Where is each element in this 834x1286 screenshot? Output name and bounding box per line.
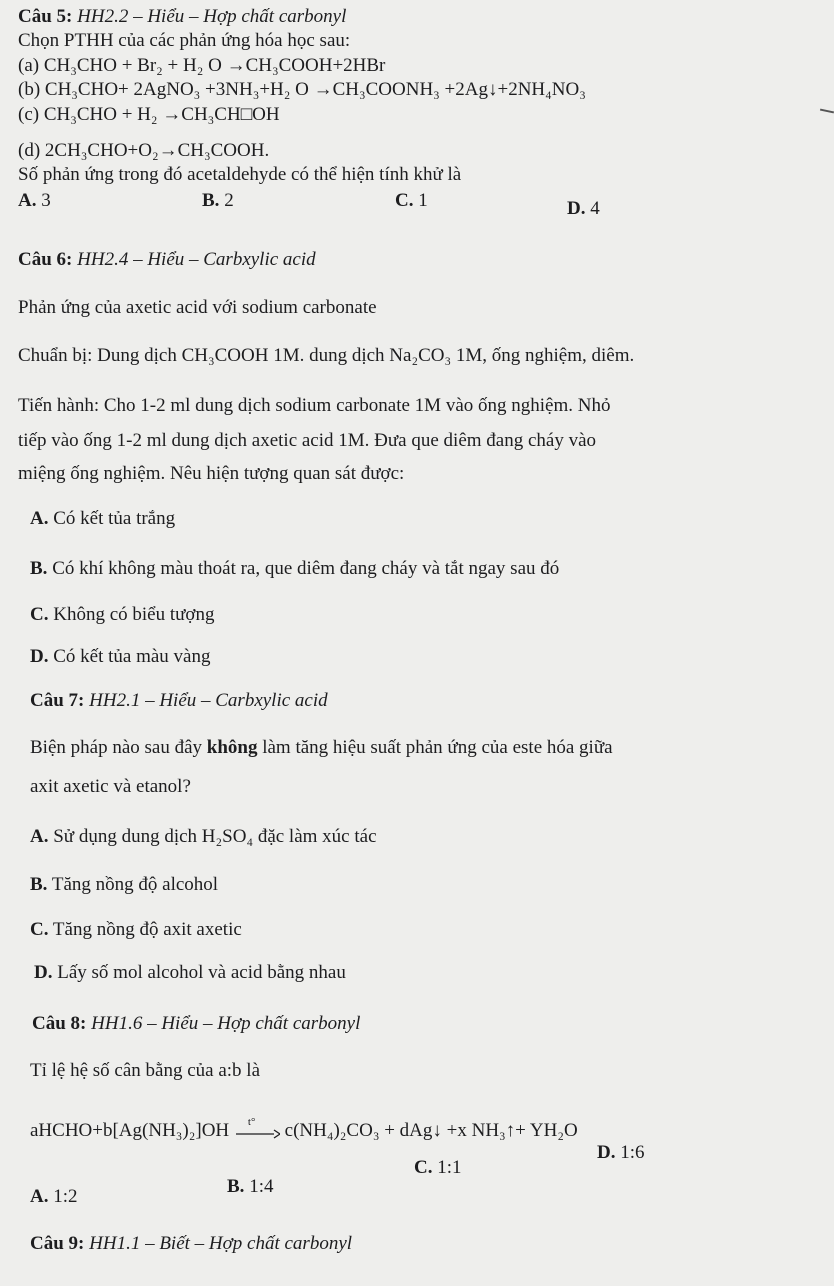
q6-option-d[interactable] xyxy=(30,646,210,668)
q8-equation xyxy=(30,1115,578,1142)
q8-option-b-text: 1:4 xyxy=(249,1176,274,1197)
q7-option-d-text: Lấy số mol alcohol và acid bằng nhau xyxy=(57,962,346,983)
q8-option-c-letter: C. xyxy=(414,1157,433,1178)
scan-mark xyxy=(820,109,834,114)
q5-reaction-a: (a) CH₃CHO + Br₂ + H₂ O →CH₃COOH+2HBr xyxy=(18,55,386,76)
q5-option-a-text: 3 xyxy=(41,190,51,211)
q6-option-b-text: Có khí không màu thoát ra, que diêm đang cháy và tắt ngay sau đó xyxy=(52,558,560,579)
q6-option-a[interactable] xyxy=(30,508,175,530)
q5-reaction-d: (d) 2CH₃CHO+O₂→CH₃COOH. xyxy=(18,140,270,161)
q6-option-b-letter: B. xyxy=(30,558,48,579)
q6-option-b[interactable] xyxy=(30,558,559,580)
q7-option-c[interactable] xyxy=(30,919,242,941)
q8-option-d[interactable] xyxy=(597,1142,645,1164)
q8-reaction-arrow xyxy=(234,1115,280,1139)
q5-option-a-letter: A. xyxy=(18,190,37,211)
q5-option-c-letter: C. xyxy=(395,190,414,211)
q5-prompt: Chọn PTHH của các phản ứng hóa học sau: xyxy=(18,30,351,51)
q6-procedure-line-3: miệng ống nghiệm. Nêu hiện tượng quan sát được: xyxy=(18,463,405,484)
q9-topic: HH1.1 – Biết – Hợp chất carbonyl xyxy=(89,1233,353,1254)
q6-option-c-text: Không có biểu tượng xyxy=(53,604,215,625)
q7-option-b-text: Tăng nồng độ alcohol xyxy=(51,874,219,895)
q6-option-d-letter: D. xyxy=(30,646,49,667)
q7-option-a[interactable] xyxy=(30,826,377,848)
q7-question-emphasis: không xyxy=(206,737,258,758)
q6-heading xyxy=(18,249,316,271)
q7-label: Câu 7: xyxy=(30,690,85,711)
q8-equation-right: c(NH₄)₂CO₃ + dAg↓ +x NH₃↑+ YH₂O xyxy=(284,1120,578,1141)
q6-procedure-line-2: tiếp vào ống 1-2 ml dung dịch axetic acid 1M. Đưa que diêm đang cháy vào xyxy=(18,430,597,451)
q6-topic: HH2.4 – Hiểu – Carbxylic acid xyxy=(77,249,316,270)
q7-topic: HH2.1 – Hiểu – Carbxylic acid xyxy=(89,690,328,711)
q8-option-a-text: 1:2 xyxy=(53,1186,78,1207)
q7-option-c-letter: C. xyxy=(30,919,49,940)
q6-title: Phản ứng của axetic acid với sodium carbonate xyxy=(18,297,377,318)
q7-heading xyxy=(30,690,328,712)
q7-option-a-text: Sử dụng dung dịch H₂SO₄ đặc làm xúc tác xyxy=(53,826,377,847)
q5-option-d-text: 4 xyxy=(590,198,600,219)
q8-option-d-letter: D. xyxy=(597,1142,616,1163)
q5-option-d[interactable] xyxy=(567,198,600,220)
q5-label: Câu 5: xyxy=(18,6,73,27)
q7-question-line-2: axit axetic và etanol? xyxy=(30,776,191,797)
q7-question-line-1 xyxy=(30,737,613,759)
q6-prep: Chuẩn bị: Dung dịch CH₃COOH 1M. dung dịch Na₂CO₃ 1M, ống nghiệm, diêm. xyxy=(18,345,635,366)
q8-question: Tỉ lệ hệ số cân bằng của a:b là xyxy=(30,1060,261,1081)
q6-option-a-text: Có kết tủa trắng xyxy=(53,508,176,529)
q5-option-a[interactable] xyxy=(18,190,51,212)
q6-option-d-text: Có kết tủa màu vàng xyxy=(53,646,211,667)
q5-option-b[interactable] xyxy=(202,190,234,212)
q5-question: Số phản ứng trong đó acetaldehyde có thể hiện tính khử là xyxy=(18,164,462,185)
arrow-icon xyxy=(234,1127,280,1141)
q9-heading xyxy=(30,1233,352,1255)
q9-label: Câu 9: xyxy=(30,1233,85,1254)
q7-option-d-letter: D. xyxy=(34,962,53,983)
q7-option-a-letter: A. xyxy=(30,826,49,847)
q6-option-c-letter: C. xyxy=(30,604,49,625)
q8-option-a[interactable] xyxy=(30,1186,78,1208)
q5-option-b-letter: B. xyxy=(202,190,220,211)
q6-procedure-line-1: Tiến hành: Cho 1-2 ml dung dịch sodium carbonate 1M vào ống nghiệm. Nhỏ xyxy=(18,395,611,416)
q6-label: Câu 6: xyxy=(18,249,73,270)
q8-topic: HH1.6 – Hiểu – Hợp chất carbonyl xyxy=(91,1013,361,1034)
q8-option-d-text: 1:6 xyxy=(620,1142,645,1163)
q5-option-c-text: 1 xyxy=(418,190,428,211)
q5-reaction-b: (b) CH₃CHO+ 2AgNO₃ +3NH₃+H₂ O →CH₃COONH₃ +2Ag↓+2NH₄NO₃ xyxy=(18,79,586,100)
q8-option-c[interactable] xyxy=(414,1157,462,1179)
q5-topic: HH2.2 – Hiểu – Hợp chất carbonyl xyxy=(77,6,347,27)
q5-option-d-letter: D. xyxy=(567,198,586,219)
q6-option-a-letter: A. xyxy=(30,508,49,529)
q8-option-b-letter: B. xyxy=(227,1176,245,1197)
q8-option-c-text: 1:1 xyxy=(437,1157,462,1178)
q8-option-b[interactable] xyxy=(227,1176,273,1198)
q7-option-b-letter: B. xyxy=(30,874,48,895)
q7-question-part-1: Biện pháp nào sau đây xyxy=(30,737,203,758)
q6-option-c[interactable] xyxy=(30,604,214,626)
q5-heading xyxy=(18,6,346,28)
q8-heat-condition: t° xyxy=(247,1115,256,1128)
q8-equation-left: aHCHO+b[Ag(NH₃)₂]OH xyxy=(30,1120,230,1141)
q5-option-c[interactable] xyxy=(395,190,428,212)
q8-label: Câu 8: xyxy=(32,1013,87,1034)
q7-question-part-2: làm tăng hiệu suất phản ứng của este hóa giữa xyxy=(262,737,613,758)
q5-reaction-c: (c) CH₃CHO + H₂ →CH₃CH□OH xyxy=(18,104,280,125)
q7-option-d[interactable] xyxy=(34,962,346,984)
q8-heading xyxy=(32,1013,360,1035)
q7-option-b[interactable] xyxy=(30,874,218,896)
q5-option-b-text: 2 xyxy=(224,190,234,211)
q7-option-c-text: Tăng nồng độ axit axetic xyxy=(52,919,242,940)
q8-option-a-letter: A. xyxy=(30,1186,49,1207)
